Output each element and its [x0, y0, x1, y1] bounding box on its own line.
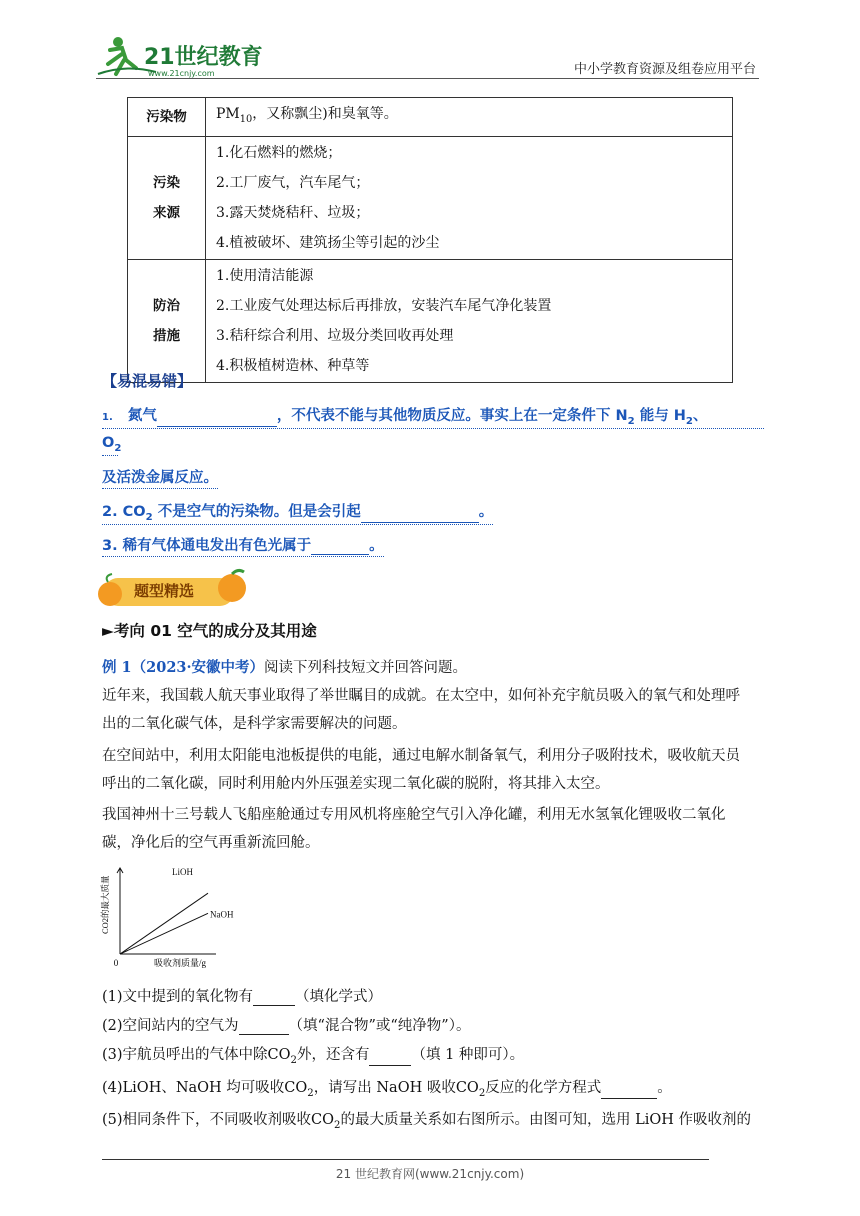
list-item: 4.植被破坏、建筑扬尘等引起的沙尘 [216, 234, 440, 251]
confusing-item-1-cont2: 及活泼金属反应。 [102, 466, 218, 489]
topic-title: ►考向 01 空气的成分及其用途 [102, 622, 317, 640]
confusing-item-2: 2. $CO_2$ 不是空气的污染物。但是会引起 。 [102, 500, 493, 525]
list-item: 3.秸秆综合利用、垃圾分类回收再处理 [216, 327, 454, 344]
origin-label: 0 [113, 958, 119, 968]
confusing-item-3: 3. 稀有气体通电发出有色光属于 。 [102, 534, 384, 557]
paragraph-2: 在空间站中，利用太阳能电池板提供的电能，通过电解水制备氧气，利用分子吸附技术，吸收航天员 呼出的二氧化碳，同时利用舱内外压强差实现二氧化碳的脱附，将其排入太空。 [102, 748, 740, 792]
question-1: (1)文中提到的氧化物有 （填化学式） [102, 989, 383, 1005]
question-5: (5)相同条件下，不同吸收剂吸收$CO_2$的最大质量关系如右图所示。由图可知，选用 LiOH 作吸收剂的 [102, 1112, 751, 1131]
header-divider [96, 78, 759, 79]
table-body-cell: $PM_{10}$，又称飘尘)和臭氧等。 [206, 98, 733, 137]
answer-blank[interactable] [601, 1082, 657, 1099]
answer-blank[interactable] [311, 538, 369, 555]
table-row [128, 98, 733, 137]
table-body-cell [206, 259, 733, 382]
header-platform-text: 中小学教育资源及组卷应用平台 [573, 62, 756, 77]
section-title-confusing: 【易混易错】 [102, 372, 193, 390]
svg-text:21世纪教育: 21世纪教育 [144, 45, 263, 70]
confusing-item-1-cont: $O_2$ [102, 435, 122, 454]
series-line-lioh [120, 893, 208, 954]
question-2: (2)空间站内的空气为 （填“混合物”或“纯净物”）。 [102, 1018, 471, 1034]
table-row [128, 259, 733, 382]
answer-blank[interactable] [361, 506, 479, 523]
table-row [128, 136, 733, 259]
table-head-cell: 防治 措施 [128, 259, 206, 382]
paragraph-3: 我国神州十三号载人飞船座舱通过专用风机将座舱空气引入净化罐，利用无水氢氧化锂吸收二氧化 碳，净化后的空气再重新流回舱。 [102, 807, 726, 851]
question-4: (4)LiOH、NaOH 均可吸收$CO_2$，请写出 NaOH 吸收$CO_2$反应的化学方程式 。 [102, 1080, 672, 1099]
table-head-cell: 污染 来源 [128, 136, 206, 259]
svg-text:www.21cnjy.com: www.21cnjy.com [148, 69, 215, 78]
footer-divider [102, 1159, 709, 1160]
list-item: 3.露天焚烧秸秆、垃圾； [216, 204, 370, 221]
table-body-cell [206, 136, 733, 259]
footer-text: 21 世纪教育网(www.21cnjy.com) [335, 1167, 525, 1181]
list-item: 1.化石燃料的燃烧； [216, 144, 342, 161]
series-line-naoh [120, 913, 208, 954]
answer-blank[interactable] [157, 410, 277, 427]
answer-blank[interactable] [253, 989, 295, 1006]
badge-label: 题型精选 [134, 582, 195, 600]
answer-blank[interactable] [369, 1049, 411, 1066]
series-label: LiOH [172, 867, 193, 878]
x-axis-label: 吸收剂质量/g [154, 958, 207, 968]
site-logo [96, 34, 266, 80]
answer-blank[interactable] [239, 1018, 289, 1035]
confusing-item-1: 1. 氮气 ，不代表不能与其他物质反应。事实上在一定条件下 $N_2$ 能与 $H_2$、 [102, 404, 764, 429]
pollution-table [127, 97, 733, 383]
list-item: 1.使用清洁能源 [216, 267, 314, 284]
list-item: 4.积极植树造林、种草等 [216, 357, 370, 374]
question-3: (3)宇航员呼出的气体中除$CO_2$外，还含有 （填 1 种即可）。 [102, 1047, 525, 1066]
list-item: 2.工厂废气，汽车尾气； [216, 174, 370, 191]
paragraph-1: 近年来，我国载人航天事业取得了举世瞩目的成就。在太空中，如何补充宇航员吸入的氧气和处理呼 出的二氧化碳气体，是科学家需要解决的问题。 [102, 688, 740, 732]
absorption-chart [98, 862, 234, 972]
series-label: NaOH [210, 909, 234, 920]
y-axis-label: CO2的最大质量 [100, 875, 110, 934]
list-item: 2.工业废气处理达标后再排放，安装汽车尾气净化装置 [216, 297, 552, 314]
table-head-cell: 污染物 [128, 98, 206, 137]
example-heading: 例 1（2023·安徽中考）阅读下列科技短文并回答问题。 [102, 659, 468, 676]
